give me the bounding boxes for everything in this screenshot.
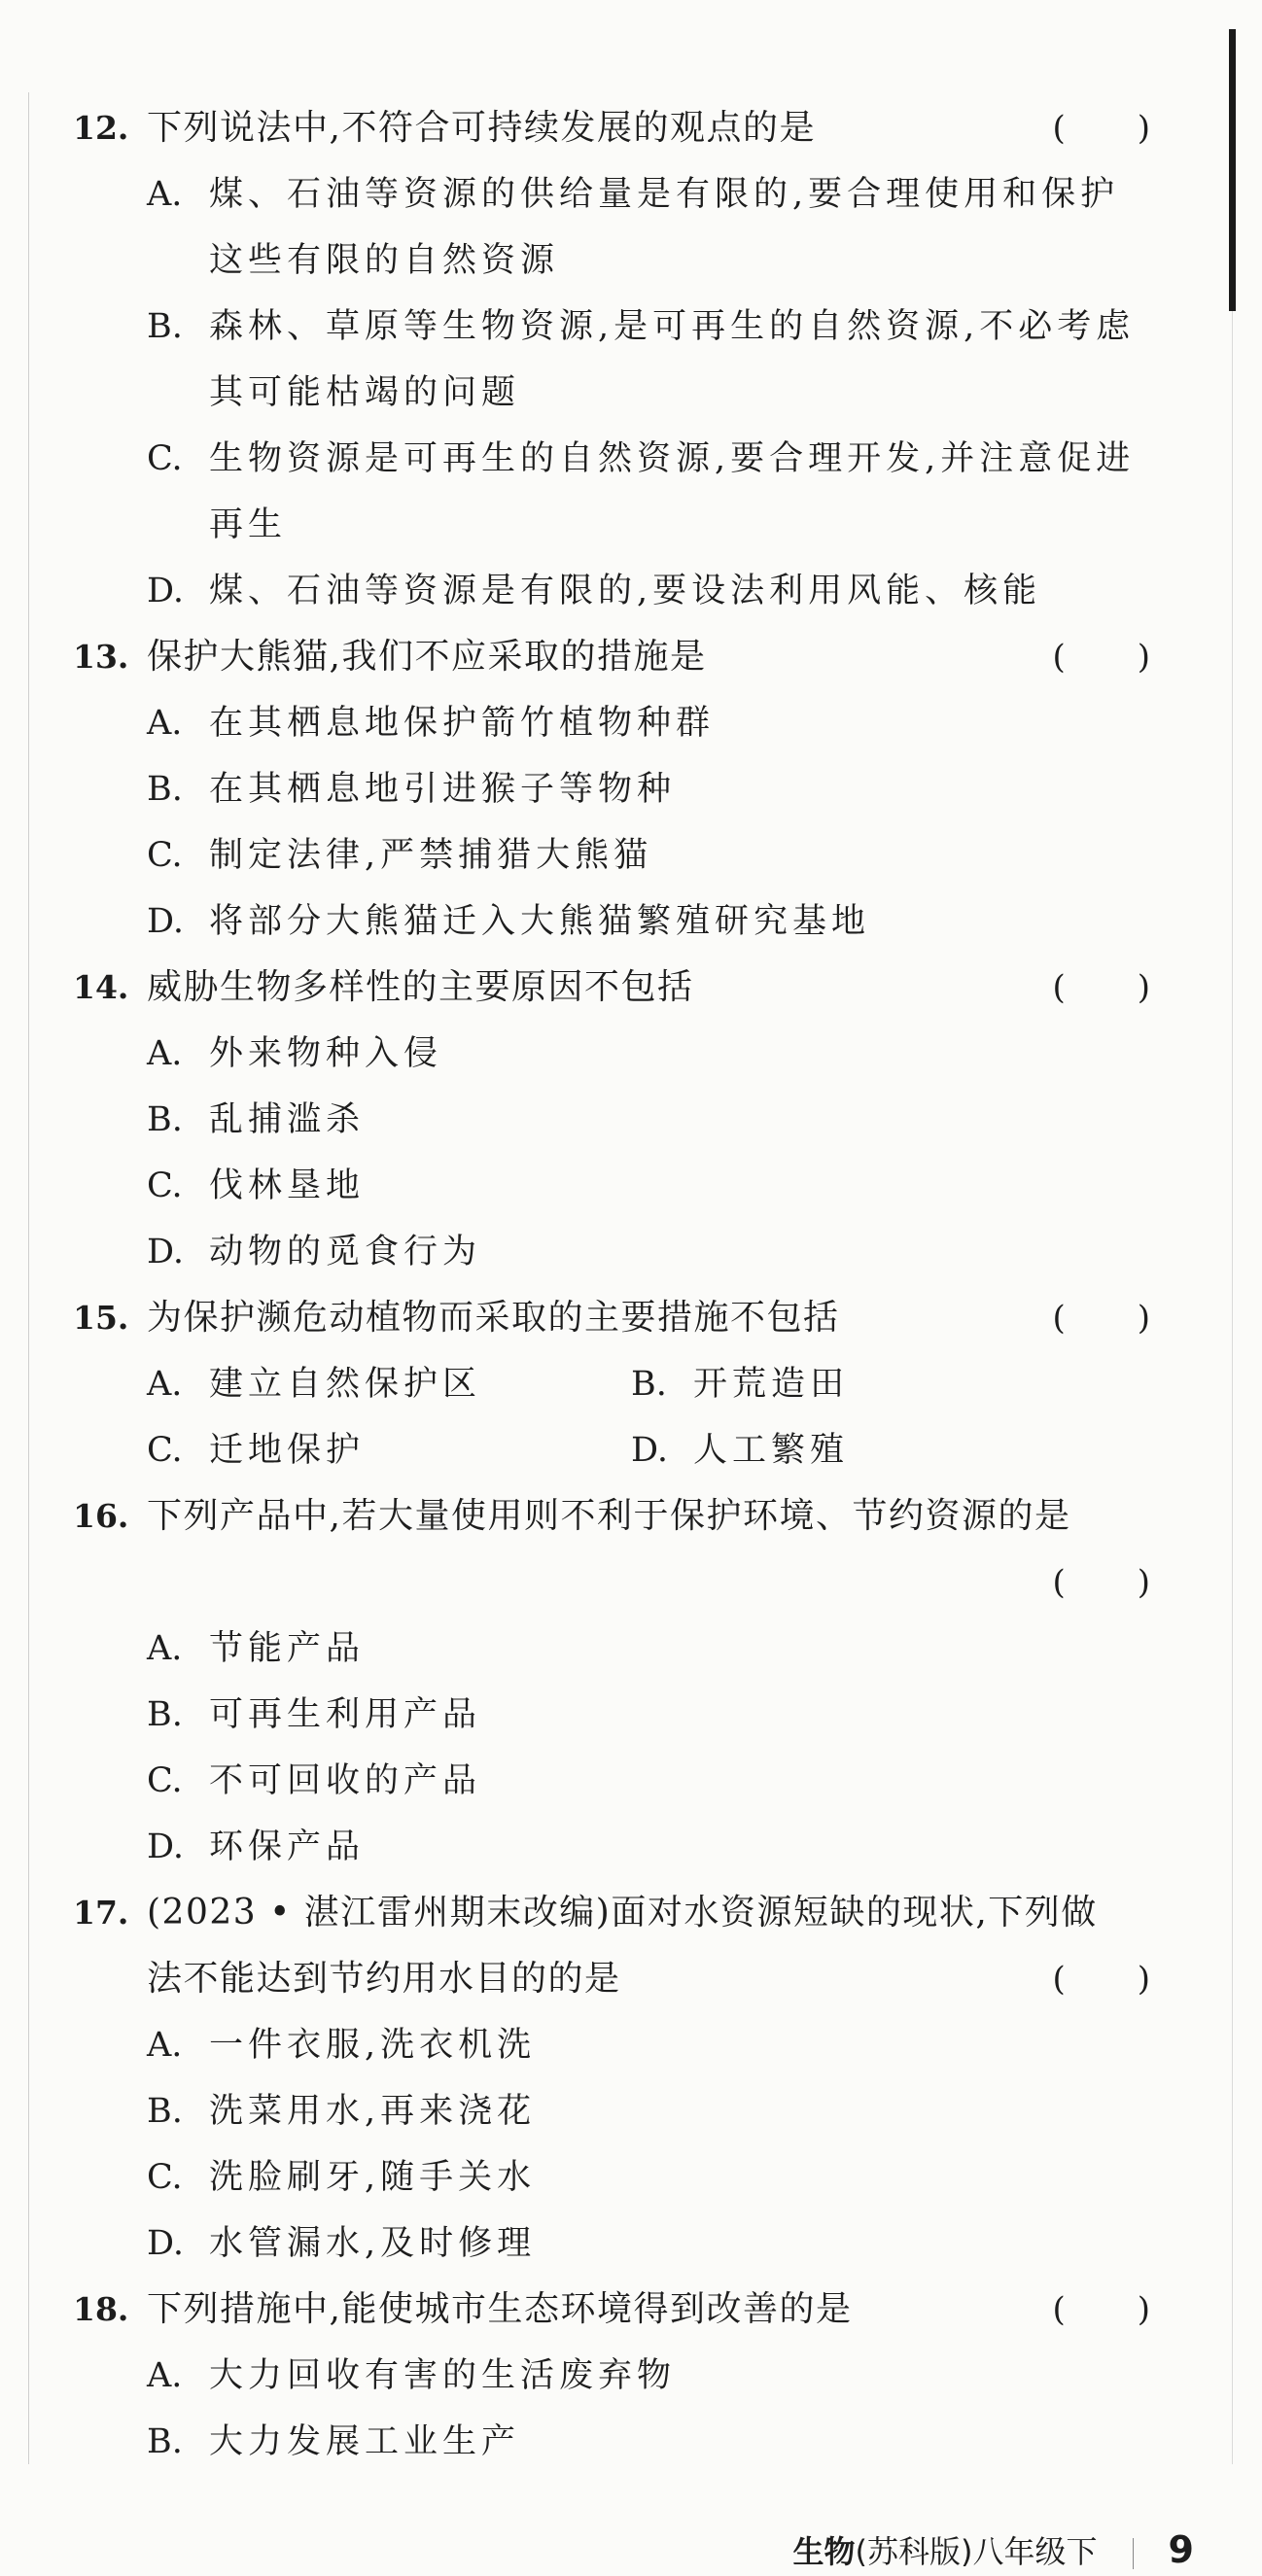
footer-edition: (苏科版) [855, 2533, 973, 2570]
question-12 [73, 95, 1152, 624]
option-text: 在其栖息地引进猴子等物种 [209, 770, 677, 809]
question-stem: 下列说法中,不符合可持续发展的观点的是 [147, 108, 816, 148]
footer-divider [1133, 2538, 1134, 2569]
option-text: 伐林垦地 [209, 1166, 366, 1205]
option-letter: A. [147, 2026, 183, 2065]
option-c[interactable] [73, 426, 1152, 492]
option-letter: B. [147, 1100, 183, 1139]
option-letter: A. [147, 1365, 183, 1404]
option-text: 制定法律,严禁捕猎大熊猫 [209, 836, 653, 875]
option-c[interactable] [73, 1748, 1152, 1814]
option-text: 水管漏水,及时修理 [209, 2224, 537, 2263]
option-d[interactable] [73, 2210, 1152, 2277]
question-stem: 下列措施中,能使城市生态环境得到改善的是 [147, 2289, 853, 2329]
option-a[interactable] [73, 690, 1152, 756]
option-a-continued: 这些有限的自然资源 [209, 241, 560, 280]
option-letter: C. [147, 439, 183, 478]
question-stem: 为保护濒危动植物而采取的主要措施不包括 [147, 1298, 840, 1338]
question-18 [73, 2277, 1152, 2475]
option-letter: D. [147, 572, 184, 610]
question-stem: 威胁生物多样性的主要原因不包括 [147, 967, 694, 1007]
answer-blank[interactable]: ( ) [1052, 968, 1152, 1007]
question-number: 12. [73, 109, 129, 147]
answer-blank[interactable]: ( ) [1052, 1960, 1152, 1999]
question-number: 16. [73, 1497, 129, 1535]
option-text: 人工繁殖 [693, 1431, 850, 1470]
option-a[interactable] [73, 1021, 1152, 1087]
question-stem-continued: 法不能达到节约用水目的的是 [147, 1959, 621, 1999]
option-c[interactable] [73, 822, 1152, 888]
question-13 [73, 624, 1152, 955]
option-text: 开荒造田 [693, 1365, 850, 1404]
option-text: 大力回收有害的生活废弃物 [209, 2356, 677, 2395]
question-16 [73, 1483, 1152, 1880]
option-c-continued: 再生 [209, 505, 288, 544]
option-text: 节能产品 [209, 1629, 366, 1668]
option-letter: C. [147, 2158, 183, 2197]
option-b[interactable] [73, 756, 1152, 822]
question-15 [73, 1285, 1152, 1483]
option-text: 环保产品 [209, 1828, 366, 1866]
option-text: 一件衣服,洗衣机洗 [209, 2026, 537, 2065]
answer-blank[interactable]: ( ) [1052, 1563, 1152, 1602]
option-letter: A. [147, 175, 183, 214]
option-text: 动物的觅食行为 [209, 1233, 482, 1271]
option-letter: D. [147, 1233, 184, 1271]
option-c[interactable] [73, 1153, 1152, 1219]
option-b[interactable] [73, 2078, 1152, 2144]
option-b-continued: 其可能枯竭的问题 [209, 373, 521, 412]
question-stem: (2023 • 湛江雷州期末改编)面对水资源短缺的现状,下列做 [147, 1893, 1098, 1932]
option-d[interactable] [631, 1417, 1115, 1483]
option-text: 洗脸刷牙,随手关水 [209, 2158, 537, 2197]
option-a[interactable] [73, 161, 1152, 227]
option-letter: D. [631, 1431, 668, 1470]
right-margin-rule [1232, 311, 1233, 2464]
option-text: 生物资源是可再生的自然资源,要合理开发,并注意促进 [209, 439, 1136, 478]
question-number: 15. [73, 1299, 129, 1337]
option-a[interactable] [73, 2343, 1152, 2409]
footer-subject: 生物 [792, 2533, 856, 2570]
option-d[interactable] [73, 1219, 1152, 1285]
option-c[interactable] [73, 2144, 1152, 2210]
question-stem: 保护大熊猫,我们不应采取的措施是 [147, 637, 707, 677]
footer-grade: 八年级下 [972, 2533, 1098, 2570]
right-edge-bar [1229, 29, 1236, 311]
option-letter: A. [147, 2356, 183, 2395]
option-b[interactable] [73, 1682, 1152, 1748]
question-number: 13. [73, 638, 129, 676]
question-14 [73, 955, 1152, 1285]
option-letter: C. [147, 836, 183, 875]
option-letter: A. [147, 1629, 183, 1668]
option-text: 在其栖息地保护箭竹植物种群 [209, 704, 716, 743]
question-17 [73, 1880, 1152, 2277]
option-letter: D. [147, 902, 184, 941]
option-text: 森林、草原等生物资源,是可再生的自然资源,不必考虑 [209, 307, 1136, 346]
question-number: 14. [73, 968, 129, 1006]
option-text: 建立自然保护区 [209, 1365, 482, 1404]
question-stem: 下列产品中,若大量使用则不利于保护环境、节约资源的是 [147, 1496, 1071, 1536]
option-letter: A. [147, 704, 183, 743]
option-letter: C. [147, 1761, 183, 1800]
option-text: 可再生利用产品 [209, 1695, 482, 1734]
option-b[interactable] [631, 1351, 1115, 1417]
option-letter: D. [147, 1828, 184, 1866]
option-d[interactable] [73, 558, 1152, 624]
option-text: 洗菜用水,再来浇花 [209, 2092, 537, 2131]
question-number: 18. [73, 2290, 129, 2328]
option-text: 乱捕滥杀 [209, 1100, 366, 1139]
answer-blank[interactable]: ( ) [1052, 1299, 1152, 1338]
option-text: 煤、石油等资源是有限的,要设法利用风能、核能 [209, 572, 1042, 610]
option-a[interactable] [73, 1616, 1152, 1682]
option-letter: B. [147, 770, 183, 809]
option-letter: B. [147, 1695, 183, 1734]
option-text: 外来物种入侵 [209, 1034, 443, 1073]
answer-blank[interactable]: ( ) [1052, 109, 1152, 148]
option-text: 迁地保护 [209, 1431, 366, 1470]
answer-blank[interactable]: ( ) [1052, 638, 1152, 677]
page-number: 9 [1168, 2528, 1194, 2571]
option-letter: B. [147, 2092, 183, 2131]
option-b[interactable] [73, 1087, 1152, 1153]
option-c[interactable] [147, 1417, 631, 1483]
question-number: 17. [73, 1894, 129, 1932]
left-margin-rule [28, 92, 29, 2464]
option-letter: B. [631, 1365, 667, 1404]
page-footer [793, 2525, 1194, 2574]
answer-blank[interactable]: ( ) [1052, 2290, 1152, 2329]
option-a[interactable] [73, 2012, 1152, 2078]
option-letter: D. [147, 2224, 184, 2263]
option-d[interactable] [73, 888, 1152, 955]
option-letter: B. [147, 307, 183, 346]
option-letter: C. [147, 1431, 183, 1470]
option-letter: A. [147, 1034, 183, 1073]
option-text: 煤、石油等资源的供给量是有限的,要合理使用和保护 [209, 175, 1120, 214]
option-b[interactable] [73, 294, 1152, 360]
question-list [73, 95, 1152, 2475]
option-a[interactable] [147, 1351, 631, 1417]
option-b[interactable] [73, 2409, 1152, 2475]
option-letter: B. [147, 2422, 183, 2461]
option-text: 不可回收的产品 [209, 1761, 482, 1800]
option-d[interactable] [73, 1814, 1152, 1880]
option-text: 将部分大熊猫迁入大熊猫繁殖研究基地 [209, 902, 871, 941]
option-text: 大力发展工业生产 [209, 2422, 521, 2461]
option-letter: C. [147, 1166, 183, 1205]
